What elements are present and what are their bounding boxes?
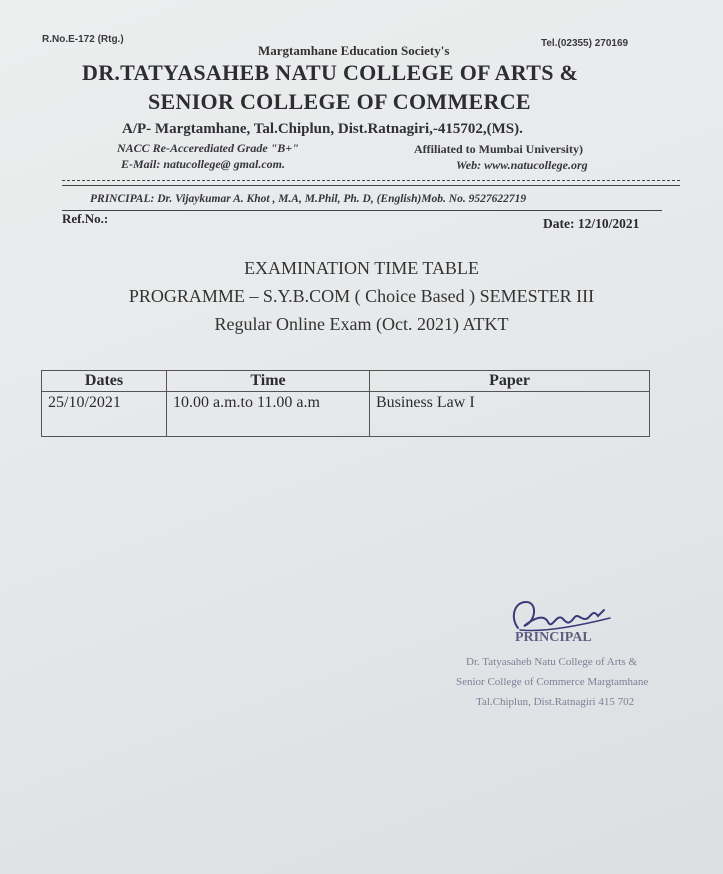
header-divider-bottom bbox=[62, 185, 680, 186]
exam-date-cell: 25/10/2021 bbox=[42, 392, 167, 437]
header-divider-top bbox=[62, 180, 680, 181]
naac-grade: NACC Re-Accerediated Grade "B+" bbox=[117, 141, 299, 155]
letter-date: Date: 12/10/2021 bbox=[543, 216, 640, 231]
society-name: Margtamhane Education Society's bbox=[258, 43, 450, 58]
exam-timetable bbox=[41, 370, 650, 437]
college-name-line1: DR.TATYASAHEB NATU COLLEGE OF ARTS & bbox=[82, 60, 579, 85]
exam-title: EXAMINATION TIME TABLE bbox=[244, 258, 479, 278]
exam-time-cell: 10.00 a.m.to 11.00 a.m bbox=[167, 392, 370, 437]
exam-session-title: Regular Online Exam (Oct. 2021) ATKT bbox=[214, 314, 509, 334]
table-row bbox=[42, 392, 650, 437]
principal-info: PRINCIPAL: Dr. Vijaykumar A. Khot , M.A, M.Phil, Ph. D, (English)Mob. No. 9527622719 bbox=[90, 193, 527, 205]
college-email: E-Mail: natucollege@ gmal.com. bbox=[121, 157, 285, 171]
programme-title: PROGRAMME – S.Y.B.COM ( Choice Based ) SEMESTER III bbox=[128, 286, 595, 306]
college-website: Web: www.natucollege.org bbox=[456, 158, 588, 172]
column-header-dates: Dates bbox=[42, 371, 167, 392]
table-header-row bbox=[42, 371, 650, 392]
telephone-number: Tel.(02355) 270169 bbox=[541, 38, 629, 49]
registration-number: R.No.E-172 (Rtg.) bbox=[42, 34, 124, 45]
reference-number: Ref.No.: bbox=[62, 211, 109, 226]
college-name-line2: SENIOR COLLEGE OF COMMERCE bbox=[148, 89, 531, 114]
stamp-line3: Tal.Chiplun, Dist.Ratnagiri 415 702 bbox=[476, 696, 635, 708]
exam-paper-cell: Business Law I bbox=[370, 392, 650, 437]
column-header-time: Time bbox=[167, 371, 370, 392]
stamp-line2: Senior College of Commerce Margtamhane bbox=[456, 676, 649, 688]
college-address: A/P- Margtamhane, Tal.Chiplun, Dist.Ratnagiri,-415702,(MS). bbox=[122, 121, 523, 137]
university-affiliation: Affiliated to Mumbai University) bbox=[414, 142, 583, 156]
column-header-paper: Paper bbox=[370, 371, 650, 392]
principal-divider bbox=[62, 210, 662, 211]
stamp-line1: Dr. Tatyasaheb Natu College of Arts & bbox=[466, 656, 638, 668]
stamp-title: PRINCIPAL bbox=[515, 630, 592, 645]
